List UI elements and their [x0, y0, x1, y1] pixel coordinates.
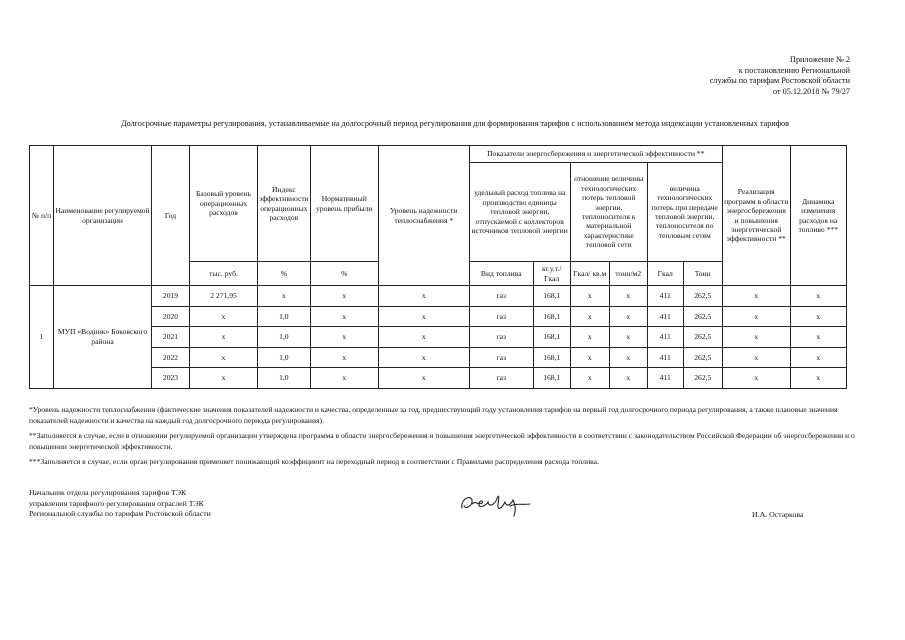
cell-ratio-2: х	[609, 368, 647, 389]
cell-program: х	[722, 306, 790, 327]
cell-fuel-type: газ	[469, 306, 533, 327]
footnote-2: **Заполняется в случае, если в отношении регулируемой организации утверждена программа в области энергосбережения и повышения энергетической эффективности в соответствии с законодательством Российской Федерации об энергосбережении и о повышении энергетической эффективности.	[29, 431, 855, 451]
cell-ratio-2: х	[609, 327, 647, 348]
footnote-3: ***Заполняется в случае, если орган регулирования применяет понижающий коэффициент на переходный период в соответствии с Правилами распределения расхода топлива.	[29, 457, 599, 466]
cell-ratio-1: х	[570, 347, 609, 368]
appendix-line-2: к постановлению Региональной	[738, 65, 850, 75]
cell-fuel: 168,1	[533, 347, 570, 368]
document-title: Долгосрочные параметры регулирования, устанавливаемые на долгосрочный период регулирования для формирования тарифов с использованием метода индексации установленных тарифов	[121, 119, 789, 128]
cell-reliability: х	[378, 286, 469, 307]
cell-year: 2020	[152, 306, 190, 327]
cell-program: х	[722, 347, 790, 368]
header-dynamics: Динамика изменения расходов на топливо ***	[790, 146, 846, 286]
cell-fuel-type: газ	[469, 286, 533, 307]
unit-fuel: кг.у.т./ Гкал	[533, 262, 570, 286]
footnote-1: *Уровень надежности теплоснабжения (фактические значения показателей надежности и качества, определенные за год, предшествующий году установления тарифов на первый год долгосрочного периода регулирования, а также плановые значения показателей надежности и качества на каждый год долгосрочного периода регулирования).	[29, 405, 838, 425]
appendix-line-3: службы по тарифам Ростовской области	[709, 76, 850, 85]
cell-fuel-type: газ	[469, 368, 533, 389]
cell-fuel: 168,1	[533, 368, 570, 389]
cell-dynamics: х	[790, 306, 846, 327]
cell-fuel-type: газ	[469, 347, 533, 368]
cell-dynamics: х	[790, 368, 846, 389]
header-loss: величина технологических потерь при передаче тепловой энергии, теплоносителя по тепловым сетям	[647, 163, 722, 262]
cell-fuel: 168,1	[533, 327, 570, 348]
cell-base: х	[190, 347, 258, 368]
header-ratio: отношение величины технологических потерь тепловой энергии, теплоносителя к материальной характеристике тепловой сети	[570, 163, 647, 262]
signatory-title	[29, 488, 211, 520]
cell-loss-2: 262,5	[683, 286, 722, 307]
cell-loss-1: 411	[647, 347, 683, 368]
cell-ratio-1: х	[570, 368, 609, 389]
unit-loss-1: Гкал	[647, 262, 683, 286]
signatory-line-1: Начальник отдела регулирования тарифов ТЭК	[29, 488, 187, 497]
cell-loss-2: 262,5	[683, 306, 722, 327]
cell-fuel: 168,1	[533, 306, 570, 327]
header-index: Индекс эффективности операционных расходов	[258, 146, 311, 262]
appendix-line-1: Приложение № 2	[790, 55, 850, 64]
cell-loss-1: 411	[647, 327, 683, 348]
cell-profit: х	[310, 327, 378, 348]
row-number: 1	[30, 286, 54, 389]
cell-program: х	[722, 327, 790, 348]
cell-loss-1: 411	[647, 286, 683, 307]
parameters-table	[29, 145, 847, 389]
cell-year: 2022	[152, 347, 190, 368]
cell-index: х	[258, 286, 311, 307]
cell-index: 1,0	[258, 368, 311, 389]
header-energy-group: Показатели энергосбережения и энергетической эффективности **	[469, 146, 722, 163]
cell-index: 1,0	[258, 327, 311, 348]
header-fuel: удельный расход топлива на производство единицы тепловой энергии, отпускаемой с коллекторов источников тепловой энергии	[469, 163, 570, 262]
table-row	[30, 306, 847, 327]
cell-ratio-2: х	[609, 347, 647, 368]
cell-ratio-1: х	[570, 327, 609, 348]
cell-loss-1: 411	[647, 306, 683, 327]
cell-dynamics: х	[790, 347, 846, 368]
header-reliability: Уровень надежности теплоснабжения *	[378, 146, 469, 286]
unit-index: %	[258, 262, 311, 286]
appendix-line-4: от 05.12.2018 № 79/27	[772, 86, 850, 96]
cell-index: 1,0	[258, 306, 311, 327]
cell-dynamics: х	[790, 327, 846, 348]
cell-index: 1,0	[258, 347, 311, 368]
organization-name: МУП «Водник» Боковского района	[54, 286, 152, 389]
footnotes	[29, 405, 855, 473]
appendix-header	[710, 55, 850, 97]
cell-profit: х	[310, 347, 378, 368]
cell-year: 2021	[152, 327, 190, 348]
signatory-line-2: управления тарифного регулирования отраслей ТЭК	[29, 498, 204, 508]
cell-fuel-type: газ	[469, 327, 533, 348]
table-row	[30, 347, 847, 368]
cell-base: х	[190, 306, 258, 327]
cell-ratio-2: х	[609, 306, 647, 327]
cell-program: х	[722, 368, 790, 389]
header-program: Реализация программ в области энергосбережения и повышения энергетической эффективности **	[722, 146, 790, 286]
cell-profit: х	[310, 306, 378, 327]
table-row	[30, 327, 847, 348]
unit-ratio-2: тонн/м2	[609, 262, 647, 286]
header-num: № п/п	[30, 146, 54, 286]
cell-loss-2: 262,5	[683, 368, 722, 389]
cell-ratio-2: х	[609, 286, 647, 307]
unit-loss-2: Тонн	[683, 262, 722, 286]
cell-profit: х	[310, 286, 378, 307]
cell-loss-2: 262,5	[683, 347, 722, 368]
header-profit: Нормативный уровень прибыли	[310, 146, 378, 262]
cell-ratio-1: х	[570, 286, 609, 307]
header-org: Наименование регулируемой организации	[54, 146, 152, 286]
cell-base: х	[190, 368, 258, 389]
unit-base: тыс. руб.	[190, 262, 258, 286]
signatory-name: И.А. Остаркова	[752, 510, 804, 519]
table-row	[30, 286, 847, 307]
header-year: Год	[152, 146, 190, 286]
cell-base: х	[190, 327, 258, 348]
cell-reliability: х	[378, 347, 469, 368]
cell-base: 2 271,95	[190, 286, 258, 307]
cell-reliability: х	[378, 306, 469, 327]
unit-ratio-1: Гкал/ кв.м	[570, 262, 609, 286]
cell-dynamics: х	[790, 286, 846, 307]
unit-fuel-type: Вид топлива	[469, 262, 533, 286]
cell-loss-1: 411	[647, 368, 683, 389]
handwritten-signature	[458, 490, 538, 520]
cell-profit: х	[310, 368, 378, 389]
cell-reliability: х	[378, 368, 469, 389]
header-base: Базовый уровень операционных расходов	[190, 146, 258, 262]
cell-year: 2023	[152, 368, 190, 389]
cell-fuel: 168,1	[533, 286, 570, 307]
cell-ratio-1: х	[570, 306, 609, 327]
signatory-line-3: Региональной службы по тарифам Ростовской области	[29, 509, 211, 518]
table-row	[30, 368, 847, 389]
cell-loss-2: 262,5	[683, 327, 722, 348]
cell-reliability: х	[378, 327, 469, 348]
cell-program: х	[722, 286, 790, 307]
unit-profit: %	[310, 262, 378, 286]
cell-year: 2019	[152, 286, 190, 307]
